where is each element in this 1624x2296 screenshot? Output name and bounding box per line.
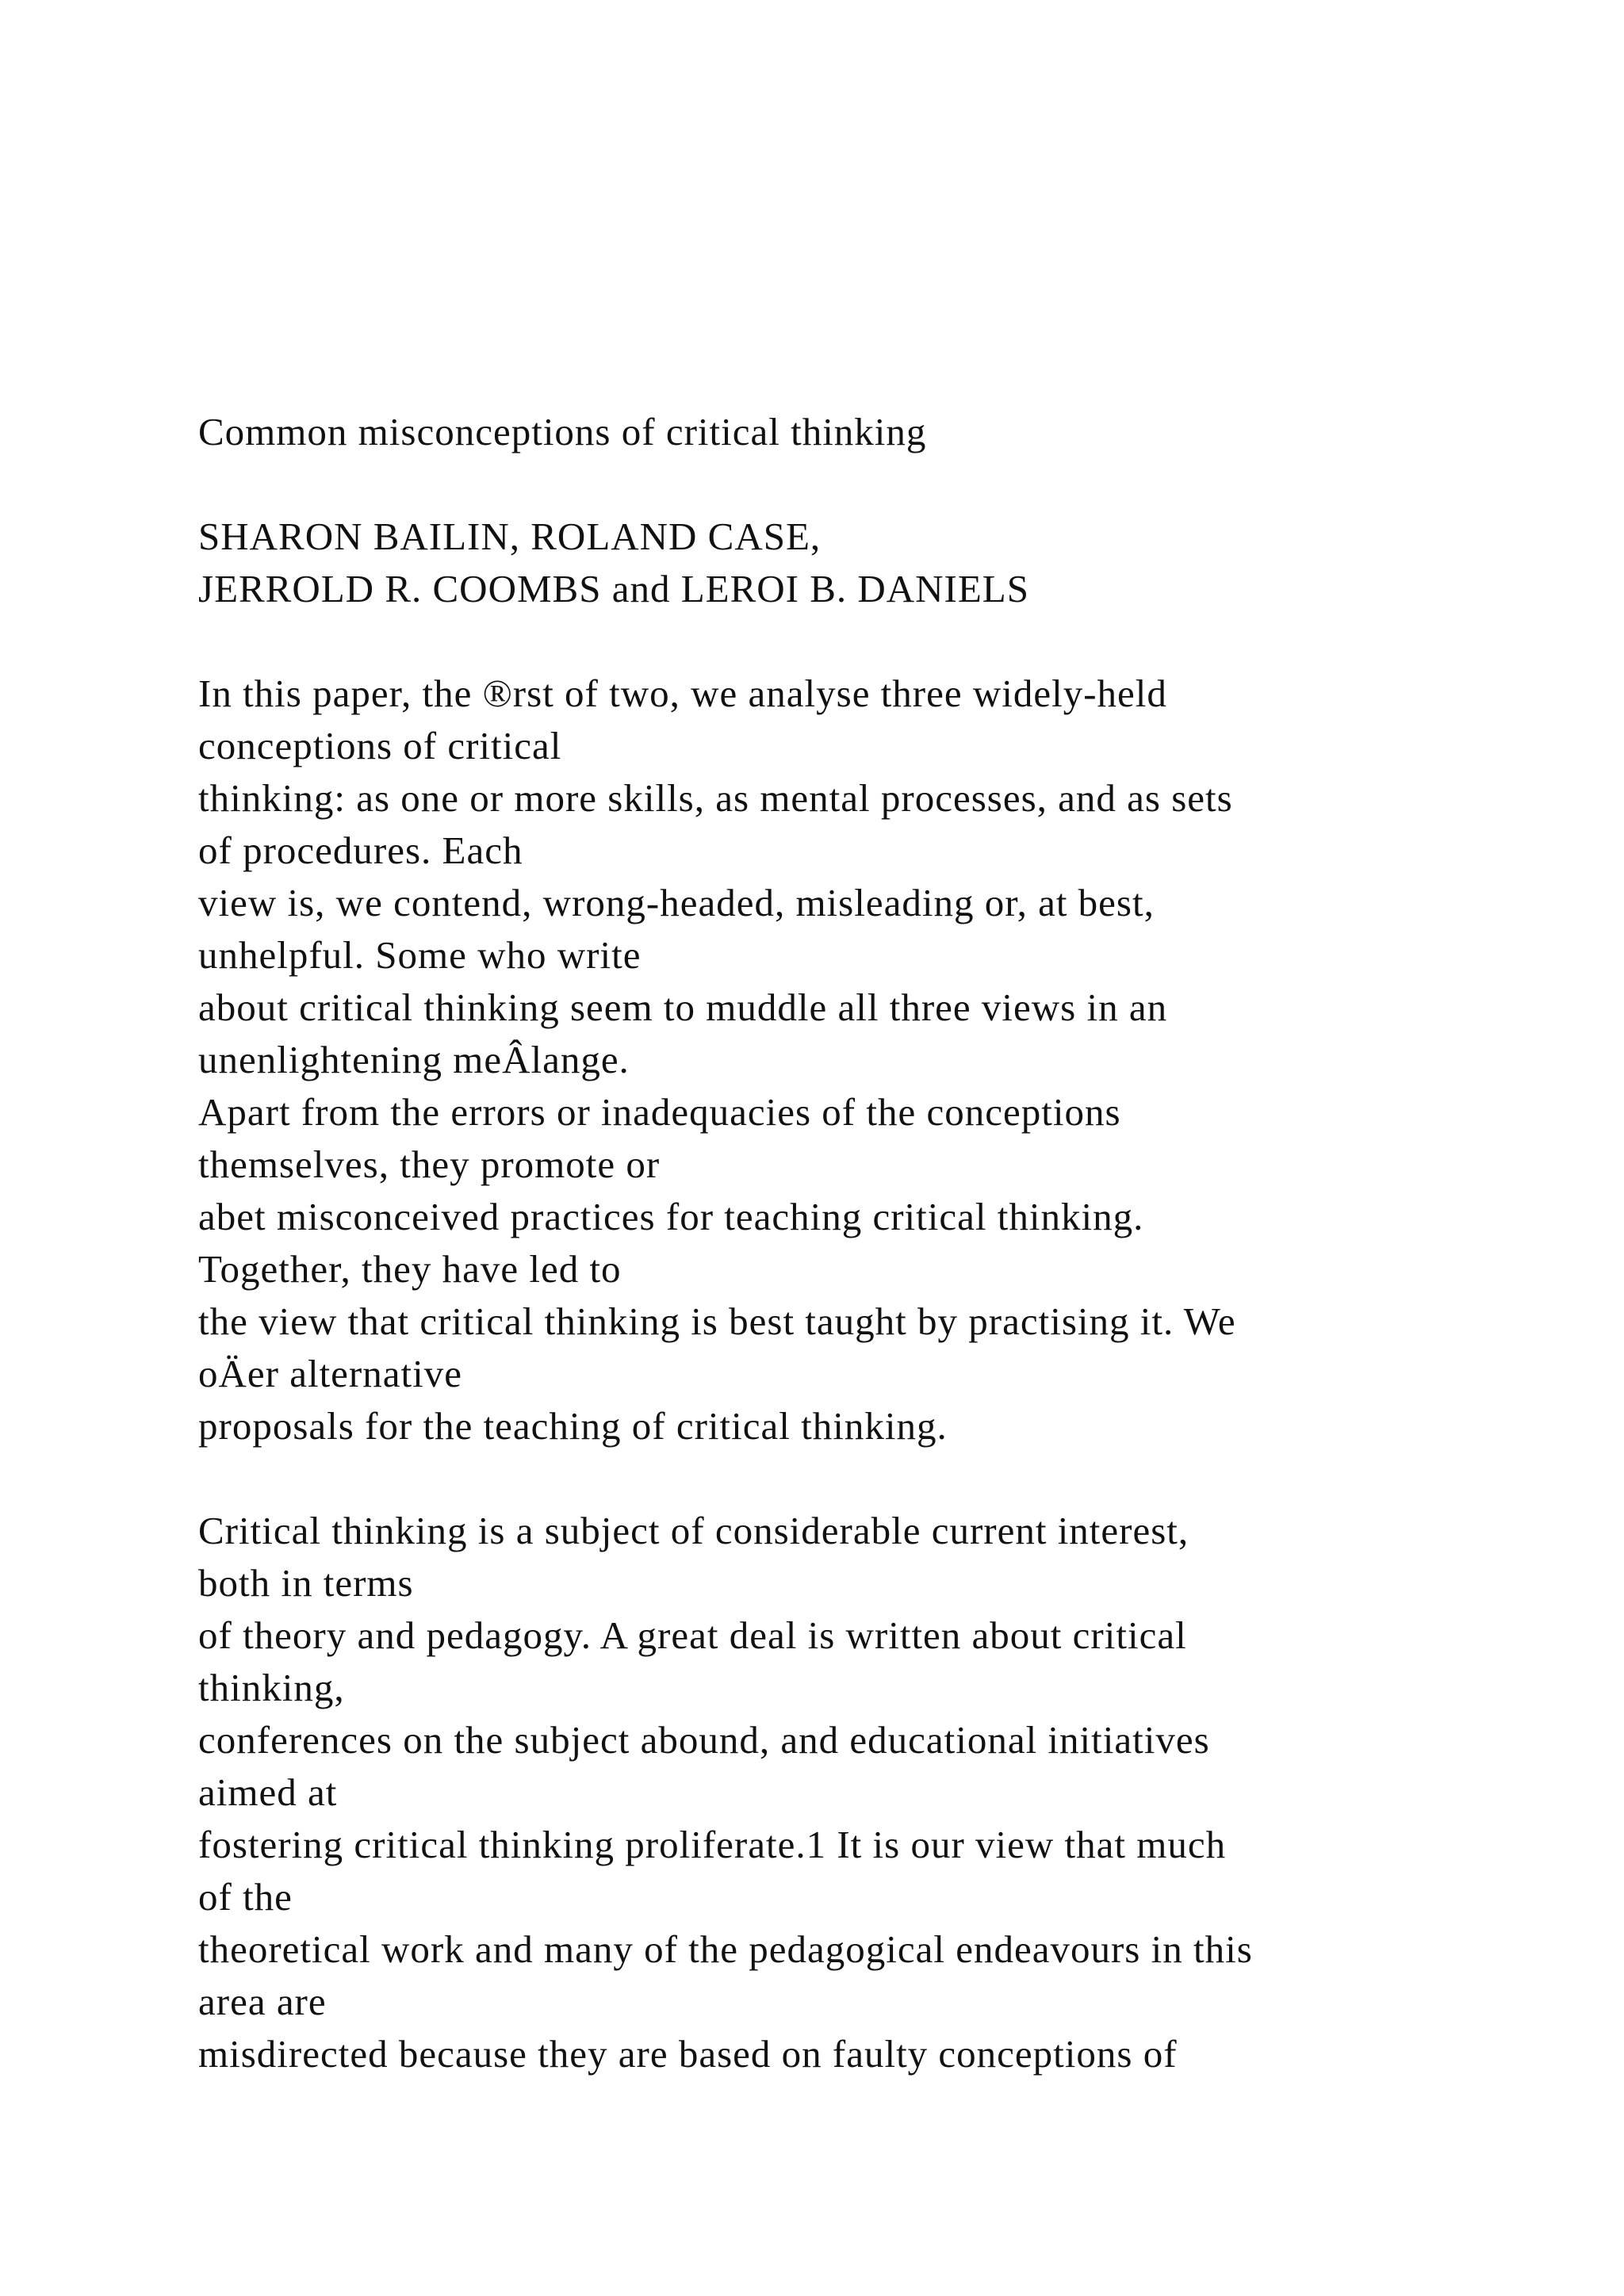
abstract-line: proposals for the teaching of critical thinking. (198, 1404, 948, 1448)
author-line: SHARON BAILIN, ROLAND CASE, (198, 515, 822, 558)
body-line: fostering critical thinking proliferate.1 It is our view that much (198, 1823, 1227, 1866)
body-line: area are (198, 1980, 327, 2023)
spacer (198, 615, 1546, 668)
abstract-line: unhelpful. Some who write (198, 933, 642, 977)
body-line: of theory and pedagogy. A great deal is written about critical (198, 1613, 1187, 1657)
spacer (198, 458, 1546, 511)
body-line: Critical thinking is a subject of considerable current interest, (198, 1509, 1189, 1552)
abstract-line: of procedures. Each (198, 828, 523, 872)
body-paragraph (198, 1505, 1546, 2080)
abstract-line: themselves, they promote or (198, 1142, 661, 1186)
document-text (198, 406, 1546, 2080)
abstract-line: conceptions of critical (198, 724, 562, 767)
abstract-line: view is, we contend, wrong-headed, misleading or, at best, (198, 881, 1155, 924)
body-line: misdirected because they are based on faulty conceptions of (198, 2032, 1178, 2076)
body-line: conferences on the subject abound, and educational initiatives (198, 1718, 1210, 1762)
abstract-paragraph (198, 668, 1546, 1452)
author-line: JERROLD R. COOMBS and LEROI B. DANIELS (198, 567, 1029, 610)
abstract-line: thinking: as one or more skills, as mental processes, and as sets (198, 776, 1233, 820)
body-line: aimed at (198, 1770, 338, 1814)
abstract-line: Apart from the errors or inadequacies of the conceptions (198, 1090, 1121, 1134)
document-title: Common misconceptions of critical thinking (198, 410, 927, 453)
abstract-line: abet misconceived practices for teaching critical thinking. (198, 1195, 1144, 1238)
abstract-line: about critical thinking seem to muddle all three views in an (198, 985, 1168, 1029)
body-line: theoretical work and many of the pedagogical endeavours in this (198, 1927, 1253, 1971)
body-line: of the (198, 1875, 293, 1919)
spacer (198, 1452, 1546, 1505)
abstract-line: Together, they have led to (198, 1247, 622, 1291)
body-line: thinking, (198, 1666, 345, 1709)
body-line: both in terms (198, 1561, 414, 1605)
abstract-line: oÄer alternative (198, 1352, 462, 1395)
abstract-line: the view that critical thinking is best taught by practising it. We (198, 1299, 1236, 1343)
abstract-line: In this paper, the ®rst of two, we analyse three widely-held (198, 672, 1167, 715)
abstract-line: unenlightening meÂlange. (198, 1038, 630, 1081)
